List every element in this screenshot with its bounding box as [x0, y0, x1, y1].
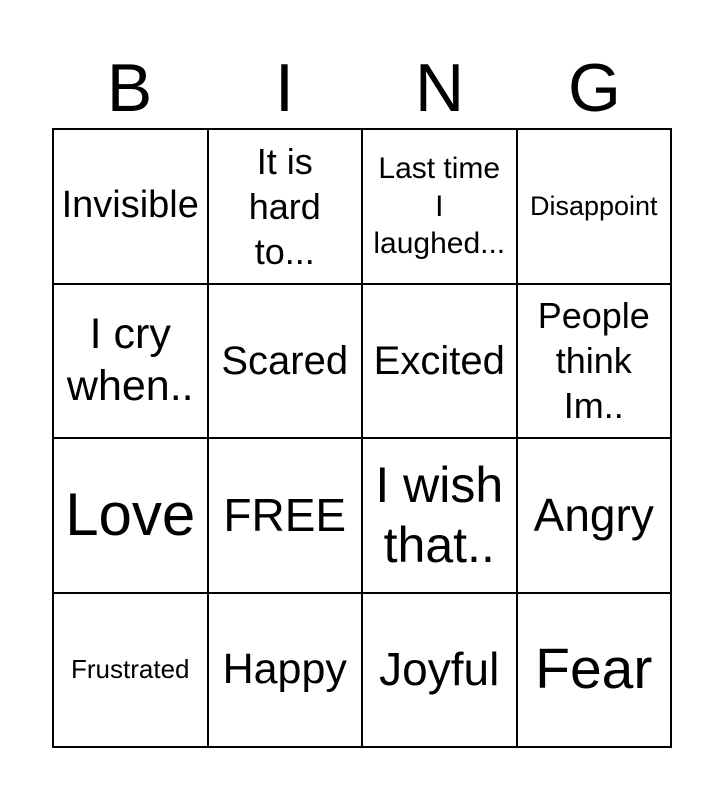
bingo-cell-angry[interactable]	[518, 439, 673, 594]
bingo-cell-disappoint[interactable]	[518, 130, 673, 285]
header-letter-i: I	[275, 50, 294, 126]
bingo-cell-label: Angry	[533, 488, 654, 541]
bingo-cell-i-wish-that[interactable]	[363, 439, 518, 594]
bingo-board	[52, 128, 672, 748]
bingo-cell-excited[interactable]	[363, 285, 518, 440]
header-letter-g: G	[568, 50, 621, 126]
bingo-cell-love[interactable]	[54, 439, 209, 594]
bingo-cell-label: Frustrated	[71, 654, 190, 685]
bingo-cell-label: Joyful	[379, 643, 500, 696]
bingo-cell-it-is-hard-to[interactable]	[209, 130, 364, 285]
bingo-cell-label: Happy	[222, 644, 347, 693]
bingo-cell-people-think-im[interactable]	[518, 285, 673, 440]
header-letter-n: N	[414, 50, 465, 126]
bingo-cell-label: Love	[65, 481, 196, 549]
header-letter-b: B	[106, 50, 153, 126]
bingo-cell-label: Excited	[373, 338, 505, 383]
bingo-cell-frustrated[interactable]	[54, 594, 209, 749]
bingo-cell-i-cry-when[interactable]	[54, 285, 209, 440]
bingo-cell-label: I cry when..	[66, 310, 194, 410]
bingo-cell-label: Disappoint	[529, 190, 658, 221]
bingo-cell-fear[interactable]	[518, 594, 673, 749]
bingo-cell-label: FREE	[223, 488, 347, 541]
bingo-cell-invisible[interactable]	[54, 130, 209, 285]
bingo-cell-last-time-i-laughed[interactable]	[363, 130, 518, 285]
free-space[interactable]	[209, 439, 364, 594]
bingo-cell-label: People think Im..	[537, 295, 650, 427]
bingo-cell-label: I wish that..	[375, 457, 504, 574]
bingo-cell-happy[interactable]	[209, 594, 364, 749]
bingo-cell-scared[interactable]	[209, 285, 364, 440]
bingo-cell-label: It is hard to...	[248, 140, 321, 272]
bingo-cell-joyful[interactable]	[363, 594, 518, 749]
bingo-cell-label: Last time I laughed...	[373, 152, 506, 260]
bingo-cell-label: Scared	[221, 338, 349, 383]
bingo-cell-label: Invisible	[61, 184, 199, 227]
bingo-header	[52, 48, 672, 128]
bingo-cell-label: Fear	[535, 637, 653, 702]
